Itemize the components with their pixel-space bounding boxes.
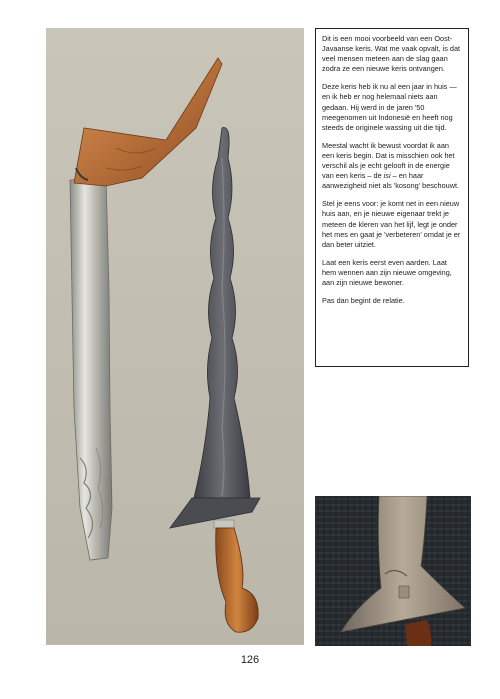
text-box — [315, 28, 469, 367]
paragraph-6: Pas dan begint de relatie. — [322, 296, 405, 306]
paragraph-3-emphasis: isi — [383, 171, 391, 181]
paragraph-3-before: Meestal wacht ik bewust voordat ik aan een keris begin. Dat is misschien ook het verschil als je echt gelooft in de energie van een keris – de — [322, 140, 455, 181]
paragraph-4: Stel je eens voor: je komt net in een nieuw huis aan, en je nieuwe eigenaar trekt je meteen de kleren van het lijf, legt je onder het mes en gaat je 'verbeteren' omdat je er dan beter uitziet. — [322, 199, 461, 249]
paragraph-1: Dit is een mooi voorbeeld van een Oost-Javaanse keris. Wat me vaak opvalt, is dat veel mensen meteen aan de slag gaan zodra ze een nieuwe keris ontvangen. — [322, 34, 461, 74]
keris-photo — [46, 28, 304, 645]
keris-detail-photo — [315, 496, 471, 646]
paragraph-3 — [322, 141, 462, 191]
paragraph-3-after: – en haar aanwezigheid niet als 'kosong' beschouwt. — [322, 171, 460, 191]
paragraph-2: Deze keris heb ik nu al een jaar in huis — en ik heb er nog helemaal niets aan gedaan. Hij werd in de jaren '50 meegenomen uit Indonesië en heeft nog steeds de originele wassing uit die tijd. — [322, 82, 457, 132]
paragraph-5: Laat een keris eerst even aarden. Laat hem wennen aan zijn nieuwe omgeving, aan zijn nieuwe bewoner. — [322, 257, 452, 287]
page-number: 126 — [240, 654, 260, 666]
